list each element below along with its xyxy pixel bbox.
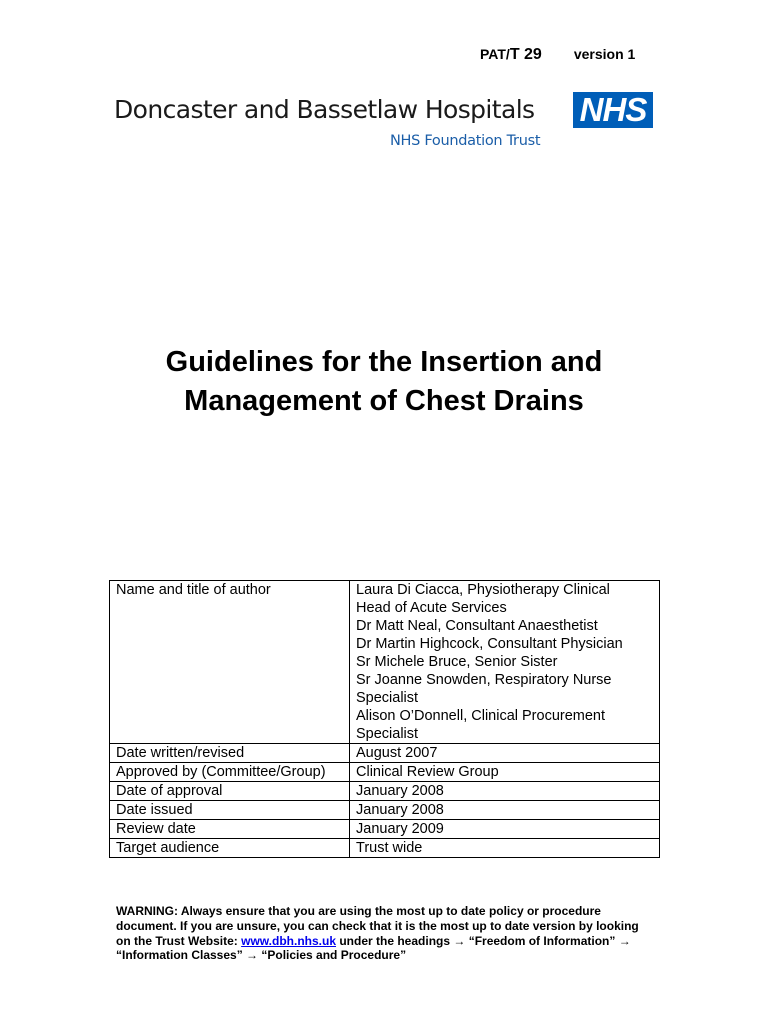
document-title-line-1: Guidelines for the Insertion and [165, 346, 603, 378]
author-line: Head of Acute Services [356, 600, 507, 616]
row-value: August 2007 [350, 744, 660, 763]
row-label: Approved by (Committee/Group) [110, 763, 350, 782]
author-line: Dr Matt Neal, Consultant Anaesthetist [356, 618, 598, 634]
table-row [110, 763, 660, 782]
document-title-line-2: Management of Chest Drains [184, 385, 584, 417]
warning-notice [116, 904, 656, 963]
document-title [0, 343, 768, 421]
table-row [110, 839, 660, 858]
author-line: Dr Martin Highcock, Consultant Physician [356, 636, 623, 652]
author-line: Alison O’Donnell, Clinical Procurement [356, 708, 606, 724]
row-label: Date issued [110, 801, 350, 820]
row-label: Review date [110, 820, 350, 839]
trust-website-link[interactable]: www.dbh.nhs.uk [241, 933, 337, 948]
row-value: Clinical Review Group [350, 763, 660, 782]
author-line: Specialist [356, 690, 419, 706]
author-line: Sr Michele Bruce, Senior Sister [356, 654, 558, 670]
author-list [350, 581, 660, 744]
row-value: January 2009 [350, 820, 660, 839]
row-label: Date written/revised [110, 744, 350, 763]
author-line: Sr Joanne Snowden, Respiratory Nurse [356, 672, 612, 688]
organization-subtitle: NHS Foundation Trust [390, 133, 541, 149]
row-value: January 2008 [350, 801, 660, 820]
row-label: Target audience [110, 839, 350, 858]
author-line: Laura Di Ciacca, Physiotherapy Clinical [356, 582, 610, 598]
nhs-logo-icon: NHS [573, 92, 653, 128]
document-details-table [109, 580, 660, 858]
document-reference [480, 46, 635, 64]
table-row [110, 801, 660, 820]
table-row [110, 581, 660, 744]
row-label: Date of approval [110, 782, 350, 801]
document-version: version 1 [573, 46, 636, 62]
row-value: Trust wide [350, 839, 660, 858]
table-row [110, 744, 660, 763]
document-code-prefix: PAT/ [480, 46, 510, 62]
warning-text: WARNING: Always ensure that you are using the most up to date policy or procedure document. If you are unsure, you can check that it is the most up to date version by looking on the Trust Website: [116, 904, 639, 948]
table-row [110, 782, 660, 801]
table-row [110, 820, 660, 839]
row-value: January 2008 [350, 782, 660, 801]
author-line: Specialist [356, 726, 419, 742]
warning-text-continued: under the headings → “Freedom of Information” → “Information Classes” → “Policies and Procedure” [116, 933, 631, 963]
document-code: T 29 [509, 46, 542, 63]
author-label: Name and title of author [110, 581, 350, 744]
organization-name: Doncaster and Bassetlaw Hospitals [114, 95, 535, 124]
